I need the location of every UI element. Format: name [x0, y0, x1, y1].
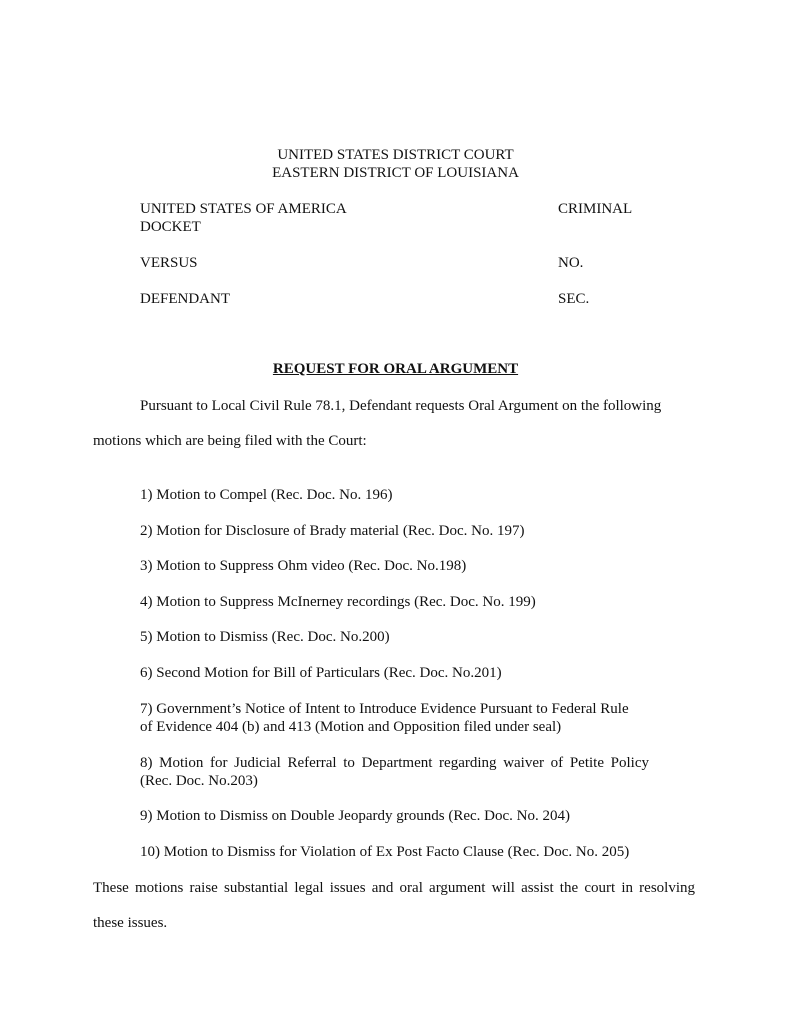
motion-item-5: 5) Motion to Dismiss (Rec. Doc. No.200)	[140, 629, 390, 645]
caption-section-label: SEC.	[558, 291, 590, 307]
caption-docket-label: DOCKET	[140, 219, 201, 235]
closing-line-1: These motions raise substantial legal issues and oral argument will assist the court in resolving	[93, 880, 695, 896]
caption-versus: VERSUS	[140, 255, 198, 271]
motion-item-1: 1) Motion to Compel (Rec. Doc. No. 196)	[140, 487, 393, 503]
motion-item-10: 10) Motion to Dismiss for Violation of Ex Post Facto Clause (Rec. Doc. No. 205)	[140, 844, 630, 860]
motion-item-7-continued: of Evidence 404 (b) and 413 (Motion and Opposition filed under seal)	[140, 719, 562, 735]
caption-number-label: NO.	[558, 255, 584, 271]
caption-plaintiff: UNITED STATES OF AMERICA	[140, 201, 347, 217]
court-district: EASTERN DISTRICT OF LOUISIANA	[272, 165, 519, 181]
motion-item-2: 2) Motion for Disclosure of Brady material (Rec. Doc. No. 197)	[140, 523, 525, 539]
closing-line-2: these issues.	[93, 915, 168, 931]
intro-line-2: motions which are being filed with the Court:	[93, 433, 367, 449]
motion-item-3: 3) Motion to Suppress Ohm video (Rec. Doc. No.198)	[140, 558, 467, 574]
motion-item-8: 8) Motion for Judicial Referral to Department regarding waiver of Petite Policy	[140, 755, 649, 771]
caption-case-type: CRIMINAL	[558, 201, 633, 217]
court-name: UNITED STATES DISTRICT COURT	[277, 147, 514, 163]
intro-line-1: Pursuant to Local Civil Rule 78.1, Defendant requests Oral Argument on the following	[140, 398, 662, 414]
motion-item-9: 9) Motion to Dismiss on Double Jeopardy grounds (Rec. Doc. No. 204)	[140, 808, 570, 824]
document-title: REQUEST FOR ORAL ARGUMENT	[272, 361, 519, 377]
caption-defendant: DEFENDANT	[140, 291, 230, 307]
motion-item-6: 6) Second Motion for Bill of Particulars (Rec. Doc. No.201)	[140, 665, 502, 681]
motion-item-8-continued: (Rec. Doc. No.203)	[140, 773, 258, 789]
motion-item-4: 4) Motion to Suppress McInerney recordings (Rec. Doc. No. 199)	[140, 594, 536, 610]
motion-item-7: 7) Government’s Notice of Intent to Introduce Evidence Pursuant to Federal Rule	[140, 701, 629, 717]
